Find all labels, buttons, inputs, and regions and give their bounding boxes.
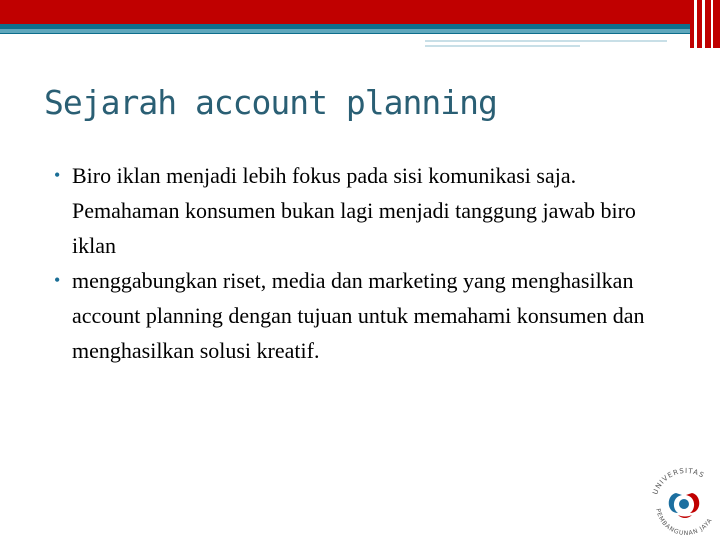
bullet-text: Biro iklan menjadi lebih fokus pada sisi komunikasi saja. Pemahaman konsumen bukan lagi menjadi tanggung jawab biro iklan xyxy=(72,163,636,258)
bullet-item xyxy=(52,158,672,263)
bullet-icon: • xyxy=(54,165,61,185)
slide-title: Sejarah account planning xyxy=(44,83,497,122)
top-thin-line xyxy=(425,40,667,42)
bullet-item xyxy=(52,263,672,368)
top-red-bar xyxy=(0,0,720,24)
top-teal-light-bar xyxy=(0,29,690,33)
svg-text:PEMBANGUNAN JAYA xyxy=(654,508,714,537)
edge-stripes xyxy=(690,0,720,48)
logo-top-text: UNIVERSITAS xyxy=(651,466,706,496)
bullet-icon: • xyxy=(54,270,61,290)
bullet-text: menggabungkan riset, media dan marketing yang menghasilkan account planning dengan tujuan untuk memahami konsumen dan menghasilkan solusi kreatif. xyxy=(72,268,645,363)
svg-text:UNIVERSITAS xyxy=(651,467,706,496)
bullet-list xyxy=(52,158,672,368)
top-thin-line-short xyxy=(425,45,580,47)
university-logo-icon xyxy=(648,463,720,540)
logo-bottom-text: PEMBANGUNAN JAYA xyxy=(654,507,714,538)
